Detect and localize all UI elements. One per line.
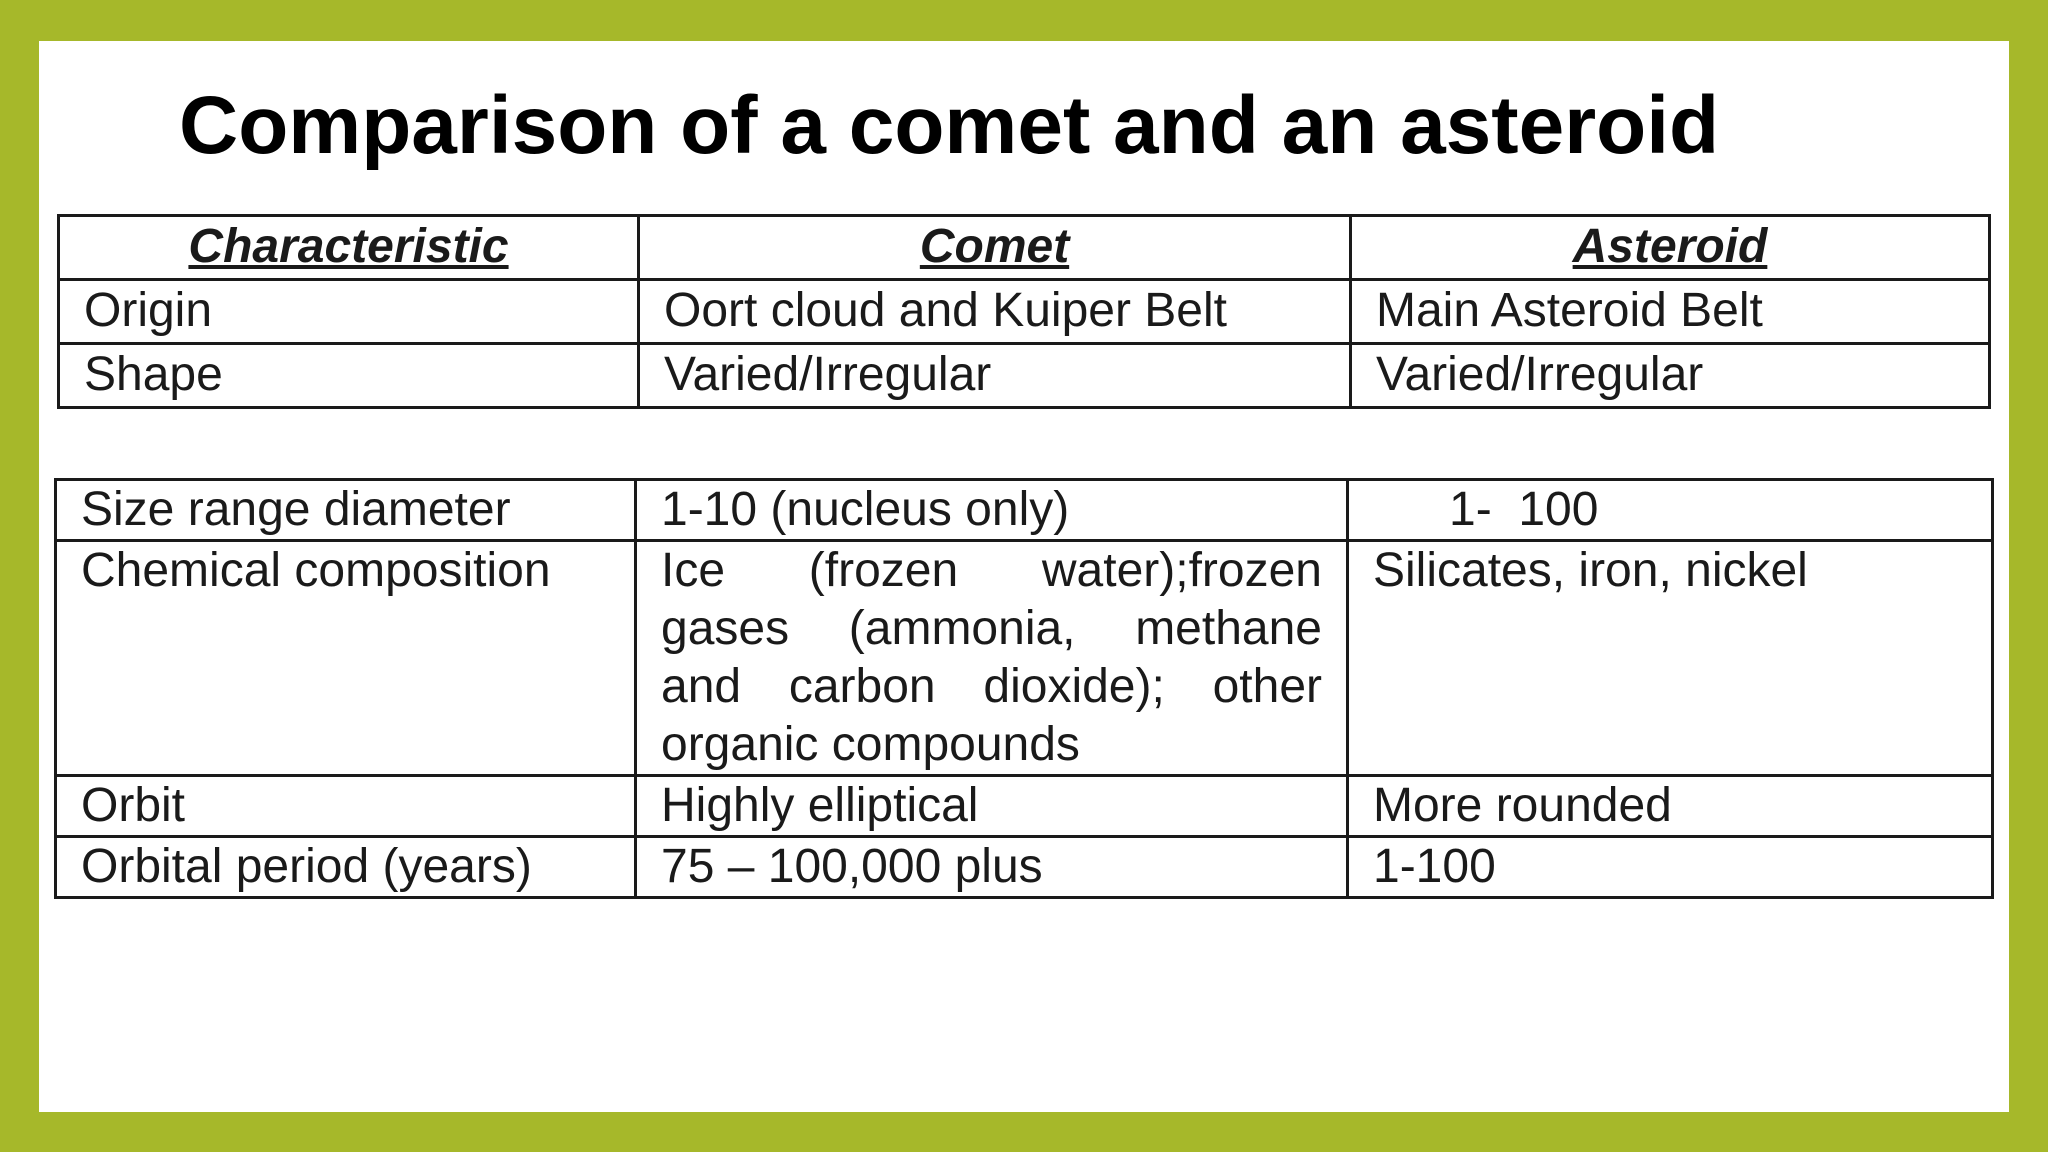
cell-orbit-comet: Highly elliptical — [636, 776, 1348, 837]
cell-size-label: Size range diameter — [56, 480, 636, 541]
cell-composition-comet: Ice (frozen water);frozen gases (ammonia, methane and carbon dioxide); other organic compounds — [636, 541, 1348, 776]
cell-size-asteroid: 1- 100 — [1348, 480, 1993, 541]
table-row — [56, 541, 1993, 776]
cell-orbit-asteroid: More rounded — [1348, 776, 1993, 837]
cell-period-label: Orbital period (years) — [56, 837, 636, 898]
cell-origin-asteroid: Main Asteroid Belt — [1351, 280, 1990, 344]
comparison-table-top — [57, 214, 1991, 409]
cell-period-comet: 75 – 100,000 plus — [636, 837, 1348, 898]
header-asteroid: Asteroid — [1351, 216, 1990, 280]
cell-size-comet: 1-10 (nucleus only) — [636, 480, 1348, 541]
table-row — [56, 837, 1993, 898]
slide — [39, 41, 2009, 1112]
table-row — [56, 776, 1993, 837]
cell-period-asteroid: 1-100 — [1348, 837, 1993, 898]
cell-composition-asteroid: Silicates, iron, nickel — [1348, 541, 1993, 776]
slide-title: Comparison of a comet and an asteroid — [179, 80, 1720, 171]
table-header-row — [59, 216, 1990, 280]
header-characteristic: Characteristic — [59, 216, 639, 280]
cell-shape-comet: Varied/Irregular — [639, 344, 1351, 408]
cell-origin-label: Origin — [59, 280, 639, 344]
table-row — [56, 480, 1993, 541]
cell-origin-comet: Oort cloud and Kuiper Belt — [639, 280, 1351, 344]
cell-composition-label: Chemical composition — [56, 541, 636, 776]
cell-orbit-label: Orbit — [56, 776, 636, 837]
cell-shape-label: Shape — [59, 344, 639, 408]
header-comet: Comet — [639, 216, 1351, 280]
cell-shape-asteroid: Varied/Irregular — [1351, 344, 1990, 408]
table-row — [59, 280, 1990, 344]
table-row — [59, 344, 1990, 408]
comparison-table-bottom — [54, 478, 1994, 899]
